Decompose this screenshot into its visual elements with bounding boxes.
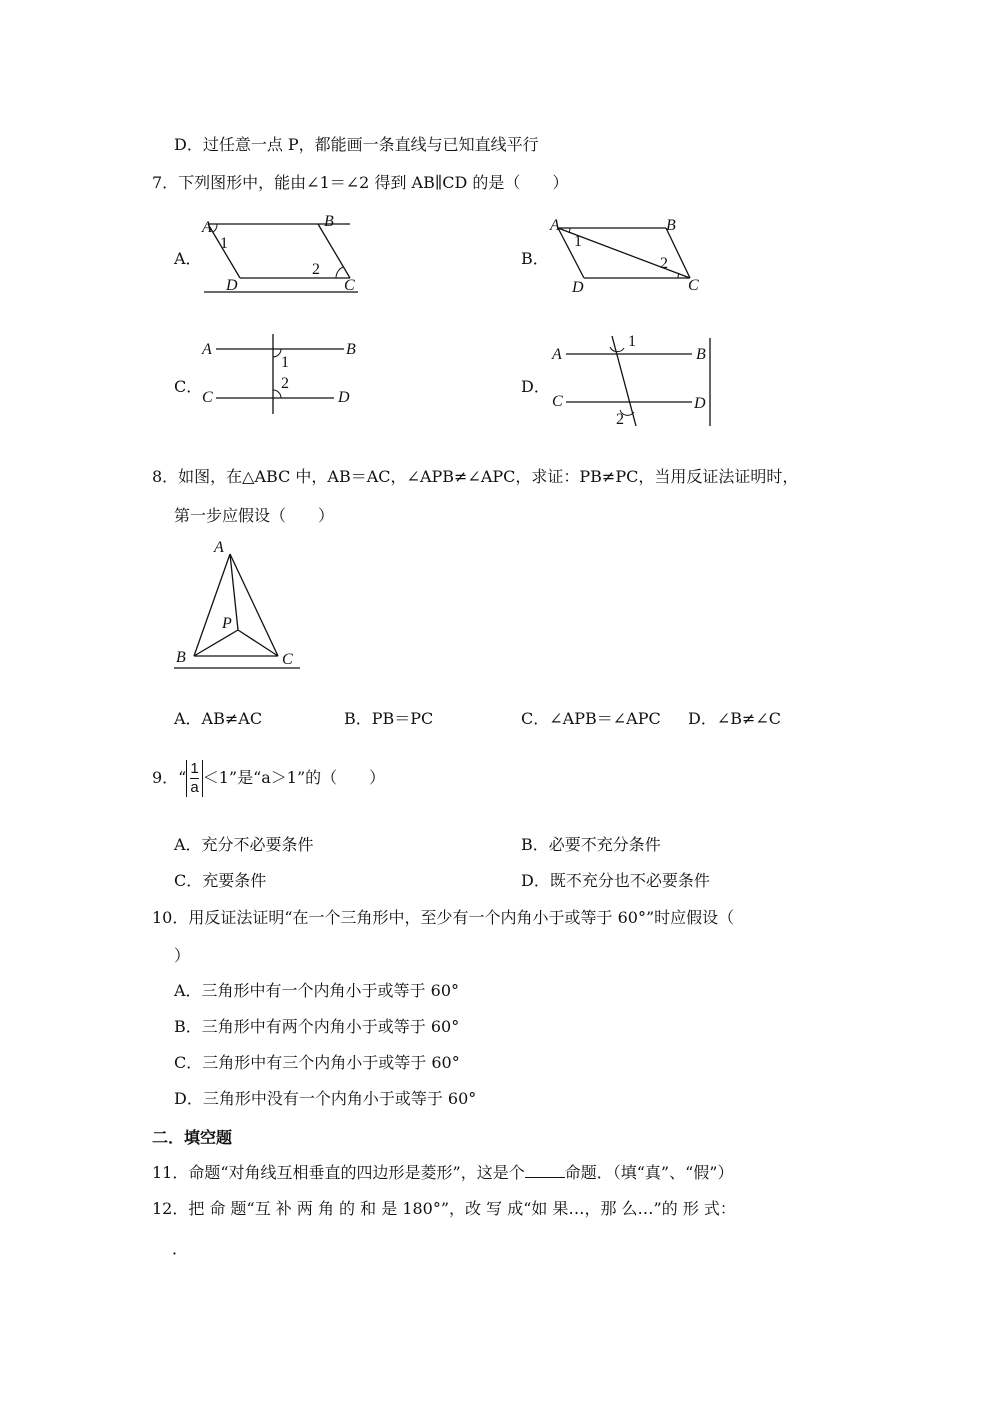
- q8-figure: [172, 534, 304, 672]
- fig-a-angle-2: 2: [312, 261, 320, 278]
- fig-d-label-d: D: [694, 395, 706, 412]
- fig-c-label-a: A: [202, 341, 212, 358]
- q10-stem-2: ）: [174, 946, 191, 965]
- q9-fraction-numerator: 1: [190, 760, 199, 777]
- fig-b-label-d: D: [572, 279, 584, 296]
- q8-fig-label-b: B: [176, 649, 186, 666]
- q8-fig-label-c: C: [282, 651, 293, 668]
- fig-b-label-c: C: [688, 277, 699, 294]
- q11-stem: [152, 1160, 733, 1183]
- q9-option-c: C．充要条件: [174, 871, 267, 890]
- q7-option-b-label: B．: [521, 249, 549, 268]
- q8-stem-2: 第一步应假设（ ）: [174, 506, 335, 525]
- fig-d-angle-2: 2: [616, 411, 624, 428]
- q9-fraction: [186, 760, 202, 797]
- q7-figure-c: [198, 334, 362, 416]
- q7-figure-d: [548, 332, 716, 428]
- fig-d-angle-1: 1: [628, 333, 636, 350]
- q9-suffix: ＜1”是“a＞1”的（ ）: [202, 768, 386, 787]
- q8-option-b: B．PB＝PC: [344, 709, 434, 728]
- q10-stem: 10．用反证法证明“在一个三角形中，至少有一个内角小于或等于 60°”时应假设（: [152, 908, 735, 927]
- q10-option-b: B．三角形中有两个内角小于或等于 60°: [174, 1017, 460, 1036]
- fig-d-label-b: B: [696, 346, 706, 363]
- fig-a-label-d: D: [226, 277, 238, 294]
- q10-option-c: C．三角形中有三个内角小于或等于 60°: [174, 1053, 460, 1072]
- fig-a-label-a: A: [202, 219, 212, 236]
- q12-end: ．: [172, 1239, 189, 1258]
- q8-fig-label-a: A: [214, 539, 224, 556]
- q11-before: 11．命题“对角线互相垂直的四边形是菱形”，这是个: [152, 1163, 525, 1182]
- q7-figure-a: [200, 214, 362, 296]
- q7-stem: 7．下列图形中，能由∠1＝∠2 得到 AB∥CD 的是（ ）: [152, 173, 569, 192]
- fig-b-label-b: B: [666, 217, 676, 234]
- fig-c-angle-1: 1: [281, 354, 289, 371]
- q6-option-d: D．过任意一点 P，都能画一条直线与已知直线平行: [174, 135, 539, 154]
- q11-after: 命题．（填“真”、“假”）: [564, 1163, 734, 1182]
- q8-option-c: C．∠APB＝∠APC: [521, 709, 661, 728]
- q9-fraction-denominator: a: [190, 779, 199, 796]
- fig-b-label-a: A: [550, 217, 560, 234]
- fig-d-label-a: A: [552, 346, 562, 363]
- q7-option-c-label: C．: [174, 377, 203, 396]
- section-title-fill-in: 二．填空题: [152, 1128, 233, 1147]
- q12-stem: 12．把 命 题“互 补 两 角 的 和 是 180°”，改 写 成“如 果…，那 么…”的 形 式：: [152, 1199, 736, 1218]
- q9-prefix: 9．“: [152, 768, 187, 787]
- fig-d-label-c: C: [552, 393, 563, 410]
- fig-c-angle-2: 2: [281, 375, 289, 392]
- q9-stem: [152, 760, 385, 797]
- q10-option-a: A．三角形中有一个内角小于或等于 60°: [174, 981, 460, 1000]
- q8-stem: 8．如图，在△ABC 中，AB＝AC，∠APB≠∠APC，求证：PB≠PC，当用反证法证明时，: [152, 467, 799, 486]
- q9-option-b: B．必要不充分条件: [521, 835, 661, 854]
- fig-a-label-c: C: [344, 277, 355, 294]
- q7-figure-b: [548, 216, 706, 298]
- fig-c-label-d: D: [338, 389, 350, 406]
- fig-b-angle-2: 2: [660, 255, 668, 272]
- q10-option-d: D．三角形中没有一个内角小于或等于 60°: [174, 1089, 477, 1108]
- q8-fig-label-p: P: [222, 615, 232, 632]
- fig-c-label-b: B: [346, 341, 356, 358]
- q8-option-a: A．AB≠AC: [174, 709, 263, 728]
- fig-a-label-b: B: [324, 214, 334, 230]
- fig-c-label-c: C: [202, 389, 213, 406]
- q7-option-d-label: D．: [521, 377, 550, 396]
- fig-a-angle-1: 1: [220, 235, 228, 252]
- q11-answer-blank[interactable]: [525, 1163, 565, 1178]
- fig-b-angle-1: 1: [574, 233, 582, 250]
- q9-option-a: A．充分不必要条件: [174, 835, 314, 854]
- q8-option-d: D．∠B≠∠C: [688, 709, 782, 728]
- q7-option-a-label: A．: [174, 249, 202, 268]
- q9-option-d: D．既不充分也不必要条件: [521, 871, 710, 890]
